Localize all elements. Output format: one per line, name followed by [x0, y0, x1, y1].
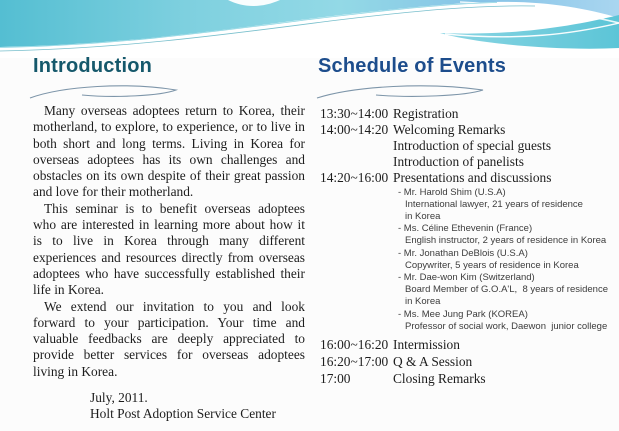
schedule-time: 17:00	[320, 370, 351, 386]
schedule-row	[320, 138, 616, 154]
schedule-event: Welcoming Remarks	[393, 121, 506, 137]
introduction-text	[33, 103, 305, 380]
schedule-event: Introduction of special guests	[393, 137, 552, 153]
panelist-line: English instructor, 2 years of residence in Korea	[405, 235, 607, 247]
left-panel-title: Introduction	[33, 55, 153, 77]
schedule-event: Closing Remarks	[393, 370, 486, 386]
panelist-line: in Korea	[405, 296, 441, 308]
schedule-time	[320, 154, 393, 170]
schedule-row	[320, 106, 616, 122]
panelist-line: International lawyer, 21 years of residence	[405, 198, 583, 210]
schedule-time: 14:00~14:20	[320, 121, 389, 137]
schedule-event: Intermission	[393, 336, 460, 352]
schedule-time: 14:20~16:00	[320, 169, 389, 185]
schedule-event: Introduction of panelists	[393, 153, 524, 169]
panelist-line: Copywriter, 5 years of residence in Korea	[405, 259, 579, 271]
panelist-line: - Mr. Jonathan DeBlois (U.S.A)	[398, 247, 528, 259]
right-panel-title: Schedule of Events	[318, 55, 507, 77]
signature-block	[90, 390, 276, 422]
schedule-list	[320, 106, 616, 387]
schedule-row	[320, 154, 616, 170]
panelist-line: - Ms. Mee Jung Park (KOREA)	[398, 308, 528, 320]
organization-line: Holt Post Adoption Service Center	[90, 406, 276, 421]
panelist-line: in Korea	[405, 210, 441, 222]
top-wave-decoration	[0, 0, 619, 58]
schedule-row	[320, 122, 616, 138]
schedule-row	[320, 371, 616, 388]
panelist-line: - Mr. Harold Shim (U.S.A)	[398, 186, 506, 198]
panelist-line: - Ms. Céline Ethevenin (France)	[398, 223, 533, 235]
schedule-time: 16:20~17:00	[320, 353, 389, 369]
schedule-event: Q & A Session	[393, 353, 473, 369]
schedule-row	[320, 354, 616, 371]
intro-paragraph-2: This seminar is to benefit overseas adoptees who are interested in learning more about how it is to live in Korea through many different experiences and resources directly from overseas adoptees who have successfully established their life in Korea.	[33, 200, 305, 298]
intro-paragraph-1: Many overseas adoptees return to Korea, their motherland, to explore, to experience, or to live in both short and long terms. Living in Korea for overseas adoptees has its own challenges and obstacles on its own despite of their great passion and love for their motherland.	[33, 103, 305, 200]
right-title-flourish-icon	[315, 81, 487, 101]
schedule-event: Registration	[393, 106, 459, 121]
schedule-row	[320, 337, 616, 354]
schedule-time	[320, 138, 393, 154]
schedule-event: Presentations and discussions	[393, 169, 552, 185]
panelist-line: Board Member of G.O.A'L, 8 years of residence	[405, 284, 608, 296]
panelist-line: - Mr. Dae-won Kim (Switzerland)	[398, 271, 535, 283]
date-line: July, 2011.	[90, 390, 148, 405]
panelist-details	[320, 187, 616, 333]
schedule-time: 16:00~16:20	[320, 336, 389, 352]
intro-paragraph-3: We extend our invitation to you and look forward to your participation. Your time and valuable feedbacks are deeply appreciated to provide better services for overseas adoptees living in Korea.	[33, 298, 305, 379]
schedule-time: 13:30~14:00	[320, 106, 389, 121]
schedule-row	[320, 170, 616, 186]
panelist-line: Professor of social work, Daewon junior college	[405, 320, 608, 332]
left-title-flourish-icon	[28, 81, 180, 101]
